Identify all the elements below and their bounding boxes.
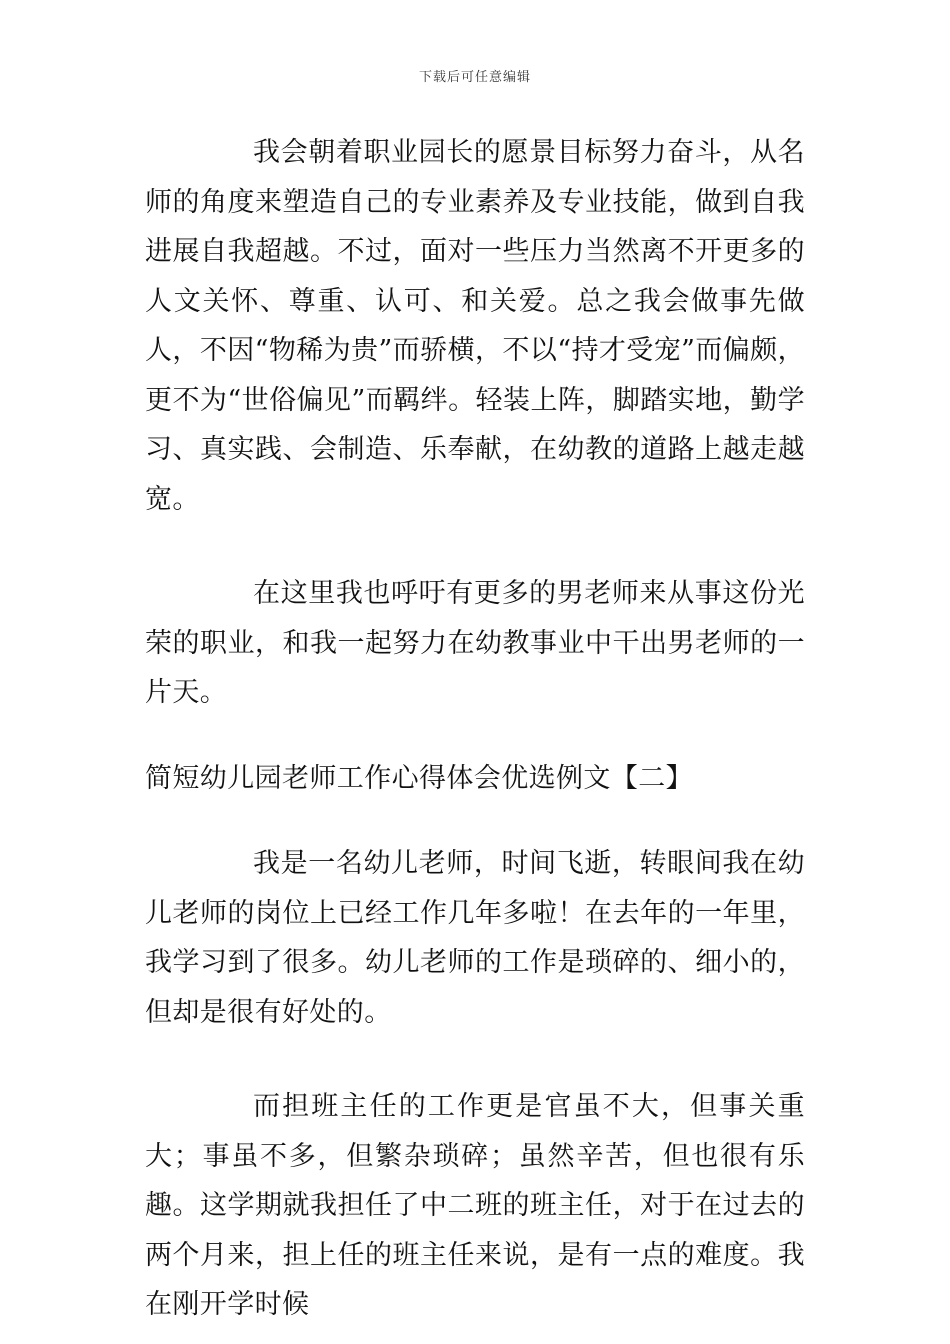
paragraph-4: 而担班主任的工作更是官虽不大，但事关重大；事虽不多，但繁杂琐碎；虽然辛苦，但也很有乐趣。这学期就我担任了中二班的班主任，对于在过去的两个月来，担上任的班主任来说，是有一点的难度。我在刚开学时候 bbox=[145, 1091, 805, 1320]
section-heading: 简短幼儿园老师工作心得体会优选例文【二】 bbox=[145, 762, 693, 794]
paragraph-spacer bbox=[145, 803, 805, 839]
paragraph-3: 我是一名幼儿老师，时间飞逝，转眼间我在幼儿老师的岗位上已经工作几年多啦！在去年的一年里，我学习到了很多。幼儿老师的工作是琐碎的、细小的，但却是很有好处的。 bbox=[145, 848, 805, 1028]
page-header-note: 下载后可任意编辑 bbox=[418, 70, 531, 85]
paragraph-1: 我会朝着职业园长的愿景目标努力奋斗，从名师的角度来塑造自己的专业素养及专业技能，做到自我进展自我超越。不过，面对一些压力当然离不开更多的人文关怀、尊重、认可、和关爱。总之我会做事先做人，不因“物稀为贵”而骄横，不以“持才受宠”而偏颇，更不为“世俗偏见”而羁绊。轻装上阵，脚踏实地，勤学习、真实践、会制造、乐奉献，在幼教的道路上越走越宽。 bbox=[145, 137, 805, 515]
paragraph-spacer bbox=[145, 1037, 805, 1082]
document-body bbox=[145, 128, 805, 1330]
paragraph-spacer bbox=[145, 718, 805, 754]
paragraph-2: 在这里我也呼吁有更多的男老师来从事这份光荣的职业，和我一起努力在幼教事业中干出男老师的一片天。 bbox=[145, 578, 805, 708]
paragraph-spacer bbox=[145, 524, 805, 569]
